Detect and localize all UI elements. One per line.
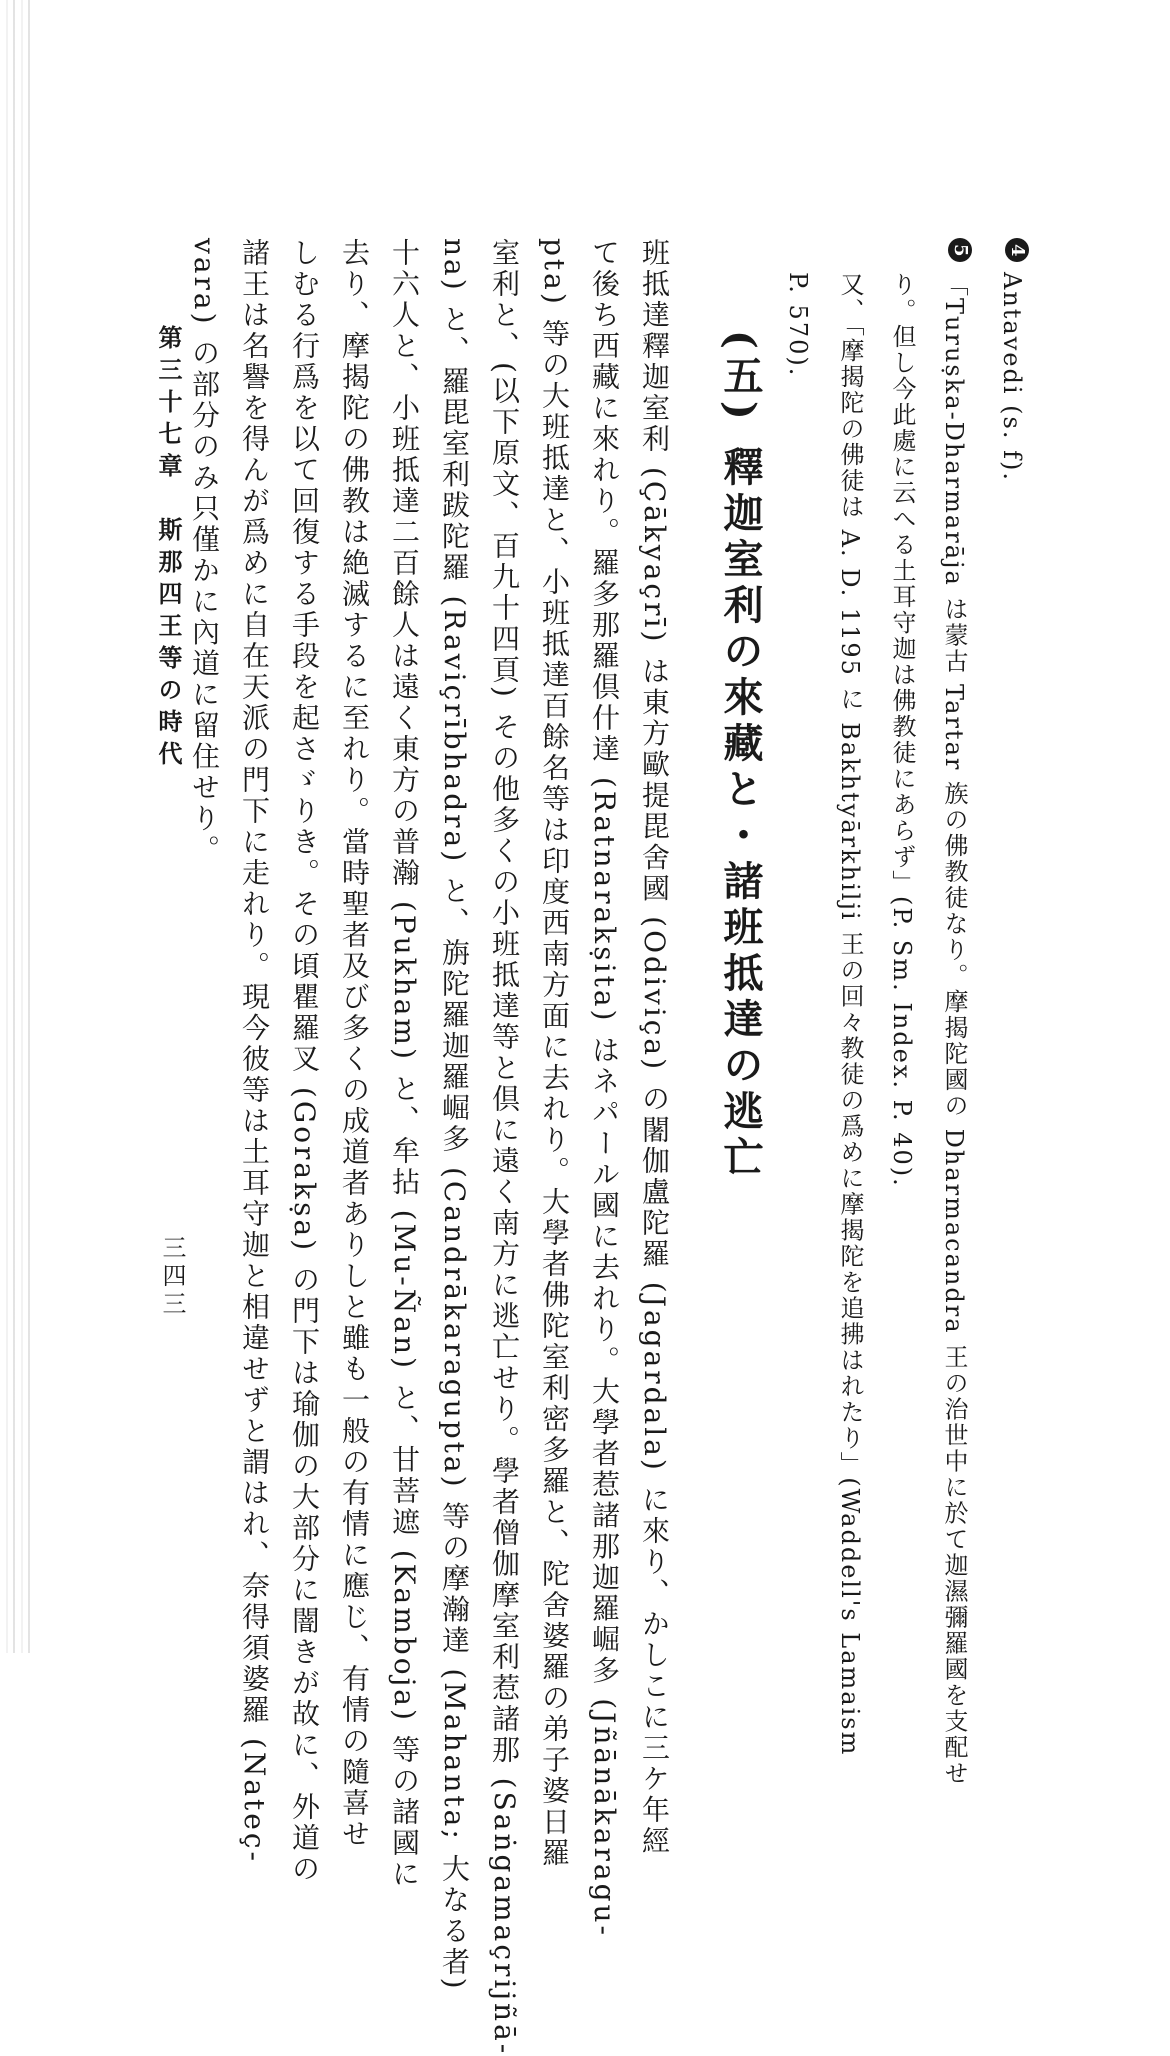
body-line: しむる行爲を以て回復する手段を起さゞりき。その頃瞿羅叉 (Gorakṣa) の門下は瑜伽の大部分に闇きが故に、外道の bbox=[288, 238, 321, 1885]
scan-edge-artifact bbox=[0, 0, 32, 1653]
body-line: pta) 等の大班抵達と、小班抵達百餘名等は印度西南方面に去れり。大學者佛陀室利密多羅と、陀舍婆羅の弟子婆日羅 bbox=[538, 238, 571, 1869]
body-line: て後ち西藏に來れり。羅多那羅倶什達 (Ratnarakṣita) はネパール國に去れり。大學者惹諸那迦羅崛多 (Jñānākaragu- bbox=[588, 238, 621, 1939]
note-marker-4: 4 bbox=[1005, 238, 1029, 262]
body-line: 諸王は名譽を得んが爲めに自在天派の門下に走れり。現今彼等は土耳守迦と相違せずと謂はれ、奈得須婆羅 (Nateç- bbox=[238, 238, 271, 1864]
footnote-line: 「Turuṣka-Dharmarāja は蒙古 Tartar 族の佛教徒なり。摩揭陀國の Dharmacandra 王の治世中に於て迦濕彌羅國を支配せ bbox=[940, 272, 968, 1787]
section-heading: (五) 釋迦室利の來藏と・諸班抵達の逃亡 bbox=[717, 330, 764, 1182]
body-line: 室利と、(以下原文、百九十四頁) その他多くの小班抵達等と倶に遠く南方に逃亡せり。學者僧伽摩室利惹諸那 (Saṅgamaçrijñā- bbox=[488, 238, 521, 2056]
body-line: vara) の部分のみ只僅かに內道に留住せり。 bbox=[188, 238, 221, 866]
chapter-footer: 第三十七章 斯那四王等の時代 bbox=[154, 325, 183, 773]
footnote-line: Antavedi (s. f). bbox=[998, 272, 1026, 482]
body-line: 去り、摩揭陀の佛教は絶滅するに至れり。當時聖者及び多くの成道者ありしと雖も一般の有情に應じ、有情の隨喜せ bbox=[338, 238, 371, 1850]
footnote-line: り。但し今此處に云へる土耳守迦は佛教徒にあらず」(P. Sm. Index. P. 40). bbox=[888, 272, 916, 1188]
body-line: 十六人と、小班抵達二百餘人は遠く東方の普瀚 (Pukham) と、牟拈 (Mu-Ñan) と、甘菩遮 (Kamboja) 等の諸國に bbox=[388, 238, 421, 1890]
body-line: 班抵達釋迦室利 (Çākyaçrī) は東方歐提毘舍國 (Odiviça) の闍伽盧陀羅 (Jagardala) に來り、かしこに三ケ年經 bbox=[638, 238, 671, 1857]
footnote-line: 又、「摩揭陀の佛徒は A. D. 1195 に Bakhtyārkhilji 王の回々教徒の爲めに摩揭陀を追拂はれたり」(Waddell's Lamaism bbox=[836, 272, 864, 1757]
page-number: 三四三 bbox=[158, 1235, 186, 1319]
note-marker-5: 5 bbox=[948, 238, 972, 262]
body-line: na) と、羅毘室利跋陀羅 (Raviçrībhadra) と、旃陀羅迦羅崛多 (Candrākaragupta) 等の摩瀚達 (Mahanta; 大なる者) bbox=[438, 238, 471, 1992]
footnote-line: P. 570). bbox=[784, 272, 812, 378]
